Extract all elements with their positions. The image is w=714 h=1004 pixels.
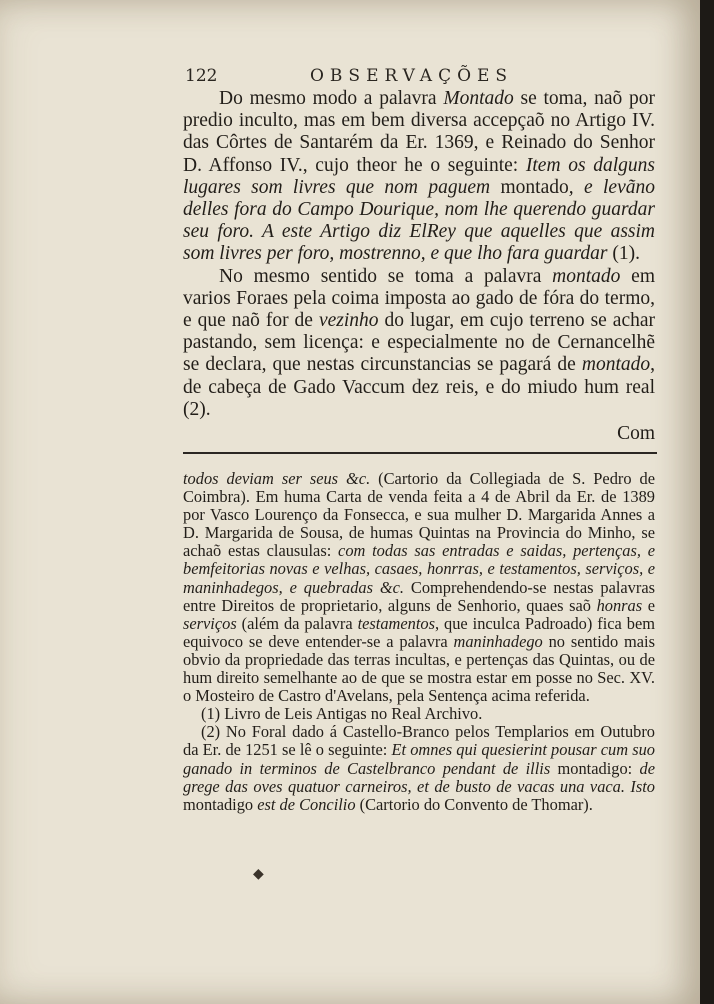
- paragraph-2: [183, 266, 655, 421]
- main-text: [183, 88, 655, 445]
- ink-blot: ◆: [253, 866, 264, 882]
- text-run: (Cartorio do Convento de Thomar).: [355, 794, 593, 814]
- italic-run: Et omnes qui quesierint pousar cum suo ganado in terminos de Castelbranco pendant de illis: [183, 740, 655, 778]
- footnote-continuation: [183, 470, 655, 705]
- text-run: Comprehendendo-se nestas palavras entre Direitos de proprietario, alguns de Senhorio, quaes saõ: [183, 577, 655, 615]
- page-header: [185, 66, 655, 88]
- text-run: do lugar, em cujo terreno se achar pastando, sem licença: e especialmente no de Cernancelhẽ se declara, que nestas circunstancias se pagará de: [183, 310, 655, 376]
- text-run: montado: [490, 176, 569, 198]
- italic-run: honras: [596, 595, 643, 615]
- footnote-1: (1) Livro de Leis Antigas no Real Archivo.: [201, 704, 483, 724]
- footnote-divider: [183, 452, 657, 454]
- italic-run: est de Concilio: [257, 794, 356, 814]
- paragraph-1: [183, 88, 655, 266]
- italic-run: com todas sas entradas e saidas, pertenças, e bemfeitorias novas e velhas, casaes, honrras, e testamentos, serviços, e maninhadegos, e quebradas &c.: [183, 541, 655, 597]
- text-run: montadigo: [183, 794, 258, 814]
- italic-run: todos deviam ser seus &c.: [183, 469, 371, 488]
- text-run: (1).: [607, 243, 640, 265]
- italic-run: montado: [581, 354, 651, 376]
- text-run: , que inculca Padroado) fica bem equivoco se deve entender-se a palavra: [183, 613, 655, 651]
- text-run: em varios Foraes pela coima imposta ao gado de fóra do termo, e que naõ for de: [183, 265, 655, 332]
- italic-run: vezinho: [318, 310, 379, 332]
- italic-run: testamentos: [357, 613, 435, 633]
- text-run: e: [642, 595, 655, 615]
- italic-run: Item os dalguns lugares som livres que nom paguem: [183, 154, 655, 198]
- footnote-2: [183, 723, 655, 813]
- text-run: no sentido mais obvio da propriedade das terras incultas, e pertenças das Quintas, ou de hum direito semelhante ao de que se mostra estar em posse no Sec. XV. o Mosteiro de Castro d'Avelans, pela Sentença acima referida.: [183, 631, 655, 706]
- italic-run: maninhadego: [453, 631, 543, 651]
- text-run: se toma, naõ por predio inculto, mas em bem diversa accepçaõ no Artigo IV. das Côrtes de Santarém da Er. 1369, e Reinado do Senhor D. Affonso IV., cujo theor he o seguinte:: [183, 88, 655, 176]
- italic-run: de grege das oves quatuor carneiros, et de busto de vacas una vaca. Isto: [183, 758, 655, 796]
- italic-run: , e levãno delles fora do Campo Dourique, nom lhe querendo guardar seu foro. A este Artigo diz ElRey que aquelles que assim som livres per foro, mostrenno, e que lho fara guardar: [183, 176, 655, 265]
- italic-run: serviços: [183, 613, 237, 633]
- text-run: , de cabeça de Gado Vaccum dez reis, e do miudo hum real (2).: [183, 354, 655, 420]
- italic-run: Montado: [443, 88, 514, 109]
- running-title: OBSERVAÇÕES: [310, 66, 514, 86]
- italic-run: montado: [552, 265, 621, 287]
- page-number: 122: [185, 66, 218, 86]
- text-run: (2) No Foral dado á Castello-Branco pelos Templarios em Outubro da Er. de 1251 se lê o seguinte:: [183, 722, 655, 760]
- text-run: montadigo:: [550, 758, 640, 778]
- text-run: (Cartorio da Collegiada de S. Pedro de Coimbra). Em huma Carta de venda feita a 4 de Abril da Er. de 1389 por Vasco Lourenço da Fonsecca, e sua mulher D. Margarida Annes a D. Margarida de Sousa, de humas Quintas na Provincia do Minho, se achaõ estas clausulas:: [183, 469, 655, 561]
- catchword: Com: [617, 423, 655, 445]
- text-run: No mesmo sentido se toma a palavra: [219, 265, 553, 287]
- footnotes: [183, 470, 655, 814]
- text-run: (além da palavra: [236, 613, 358, 633]
- text-run: Do mesmo modo a palavra: [219, 88, 444, 109]
